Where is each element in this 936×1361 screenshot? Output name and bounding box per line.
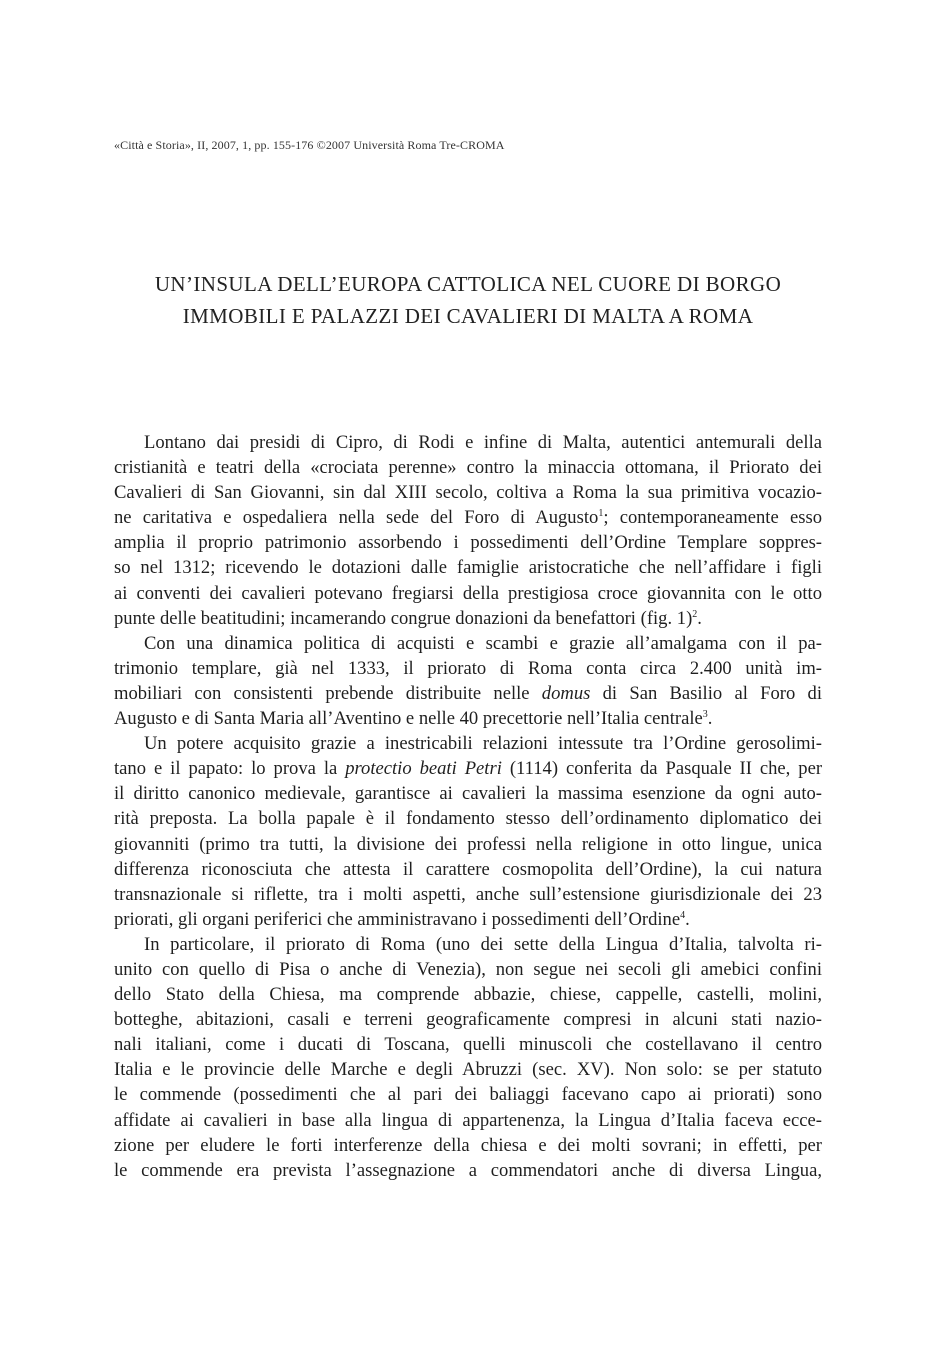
text-line: transnazionale si riflette, tra i molti aspetti, anche sull’estensione giurisdizionale dei 23: [114, 883, 822, 905]
text-line: le commende era prevista l’assegnazione a commendatori anche di diversa Lingua,: [114, 1159, 822, 1181]
italic-term: protectio beati Petri: [345, 758, 502, 780]
text-line: trimonio templare, già nel 1333, il priorato di Roma conta circa 2.400 unità im-: [114, 657, 822, 679]
text-line: il diritto canonico medievale, garantisce ai cavalieri la massima esenzione da ogni auto-: [114, 783, 822, 805]
text-segment: (1114) conferita da Pasquale II che, per: [501, 758, 823, 780]
text-line: zione per eludere le forti interferenze della chiesa e dei molti sovrani; in effetti, per: [114, 1134, 822, 1156]
text-line: [114, 606, 822, 631]
text-line: In particolare, il priorato di Roma (uno dei sette della Lingua d’Italia, talvolta ri-: [144, 933, 822, 955]
text-segment: Augusto e di Santa Maria all’Aventino e nelle 40 precettorie nell’Italia centrale: [114, 708, 703, 730]
italic-term: domus: [541, 682, 591, 704]
text-segment: .: [707, 708, 713, 730]
text-line: [114, 756, 822, 781]
text-line: Con una dinamica politica di acquisti e scambi e grazie all’amalgama con il pa-: [144, 632, 822, 654]
text-segment: di San Basilio al Foro di: [590, 682, 822, 704]
title-line-1: UN’INSULA DELL’EUROPA CATTOLICA NEL CUORE DI BORGO: [154, 272, 782, 296]
running-head: «Città e Storia», II, 2007, 1, pp. 155-176 ©2007 Università Roma Tre-CROMA: [114, 138, 505, 152]
text-line: amplia il proprio patrimonio assorbendo i possedimenti dell’Ordine Templare soppres-: [114, 532, 822, 554]
text-segment: tano e il papato: lo prova la: [114, 758, 346, 780]
text-line: affidate ai cavalieri in base alla lingua di appartenenza, la Lingua d’Italia faceva ecce-: [114, 1109, 822, 1131]
article-body: [114, 430, 822, 1183]
text-line: [114, 681, 822, 706]
text-line: dello Stato della Chiesa, ma comprende abbazie, chiese, cappelle, castelli, molini,: [114, 984, 822, 1006]
text-segment: mobiliari con consistenti prebende distribuite nelle: [114, 682, 542, 704]
text-segment: punte delle beatitudini; incamerando congrue donazioni da benefattori (fig. 1): [114, 607, 693, 629]
article-title: [0, 268, 936, 332]
text-line: rità preposta. La bolla papale è il fondamento stesso dell’ordinamento diplomatico dei: [114, 808, 822, 830]
text-line: Lontano dai presidi di Cipro, di Rodi e infine di Malta, autentici antemurali della: [144, 432, 822, 453]
text-line: Un potere acquisito grazie a inestricabili relazioni intessute tra l’Ordine gerosolimi-: [144, 733, 822, 755]
text-line: le commende (possedimenti che al pari dei baliaggi facevano capo ai priorati) sono: [114, 1084, 822, 1106]
text-segment: ; contemporaneamente esso: [603, 507, 822, 529]
paragraph-4: [114, 932, 822, 1183]
text-line: giovanniti (primo tra tutti, la divisione dei professi nella religione in otto lingue, unica: [114, 833, 822, 855]
text-line: unito con quello di Pisa o anche di Venezia), non segue nei secoli gli amebici confini: [114, 958, 822, 980]
text-line: so nel 1312; ricevendo le dotazioni dalle famiglie aristocratiche che nell’affidare i figli: [114, 557, 822, 579]
text-line: Cavalieri di San Giovanni, sin dal XIII secolo, coltiva a Roma la sua primitiva vocazio-: [114, 482, 822, 504]
paragraph-2: [114, 631, 822, 731]
title-line-2: IMMOBILI E PALAZZI DEI CAVALIERI DI MALTA A ROMA: [182, 304, 754, 328]
text-line: [114, 505, 822, 530]
text-line: cristianità e teatri della «crociata perenne» contro la minaccia ottomana, il Priorato dei: [114, 457, 822, 479]
text-line: [114, 706, 822, 731]
footnote-ref-2: 2: [692, 608, 698, 620]
text-line: botteghe, abitazioni, casali e terreni geograficamente compresi in alcuni stati nazio-: [114, 1009, 822, 1031]
text-line: ai conventi dei cavalieri potevano fregiarsi della prestigiosa croce giovannita con le otto: [114, 582, 822, 604]
paragraph-1: [114, 430, 822, 631]
text-line: Italia e le provincie delle Marche e degli Abruzzi (sec. XV). Non solo: se per statuto: [114, 1059, 822, 1081]
paragraph-3: [114, 731, 822, 932]
footnote-ref-3: 3: [702, 709, 708, 721]
footnote-ref-1: 1: [598, 508, 604, 520]
footnote-ref-4: 4: [680, 909, 686, 921]
text-line: nali italiani, come i ducati di Toscana, quelli minuscoli che costellavano il centro: [114, 1034, 822, 1056]
text-line: differenza riconosciuta che attesta il carattere cosmopolita dell’Ordine), la cui natura: [114, 858, 822, 880]
text-segment: priorati, gli organi periferici che amministravano i possedimenti dell’Ordine: [114, 908, 681, 930]
text-line: [114, 907, 822, 932]
text-segment: .: [697, 607, 702, 629]
text-segment: .: [685, 908, 690, 930]
text-segment: ne caritativa e ospedaliera nella sede del Foro di Augusto: [114, 507, 599, 529]
